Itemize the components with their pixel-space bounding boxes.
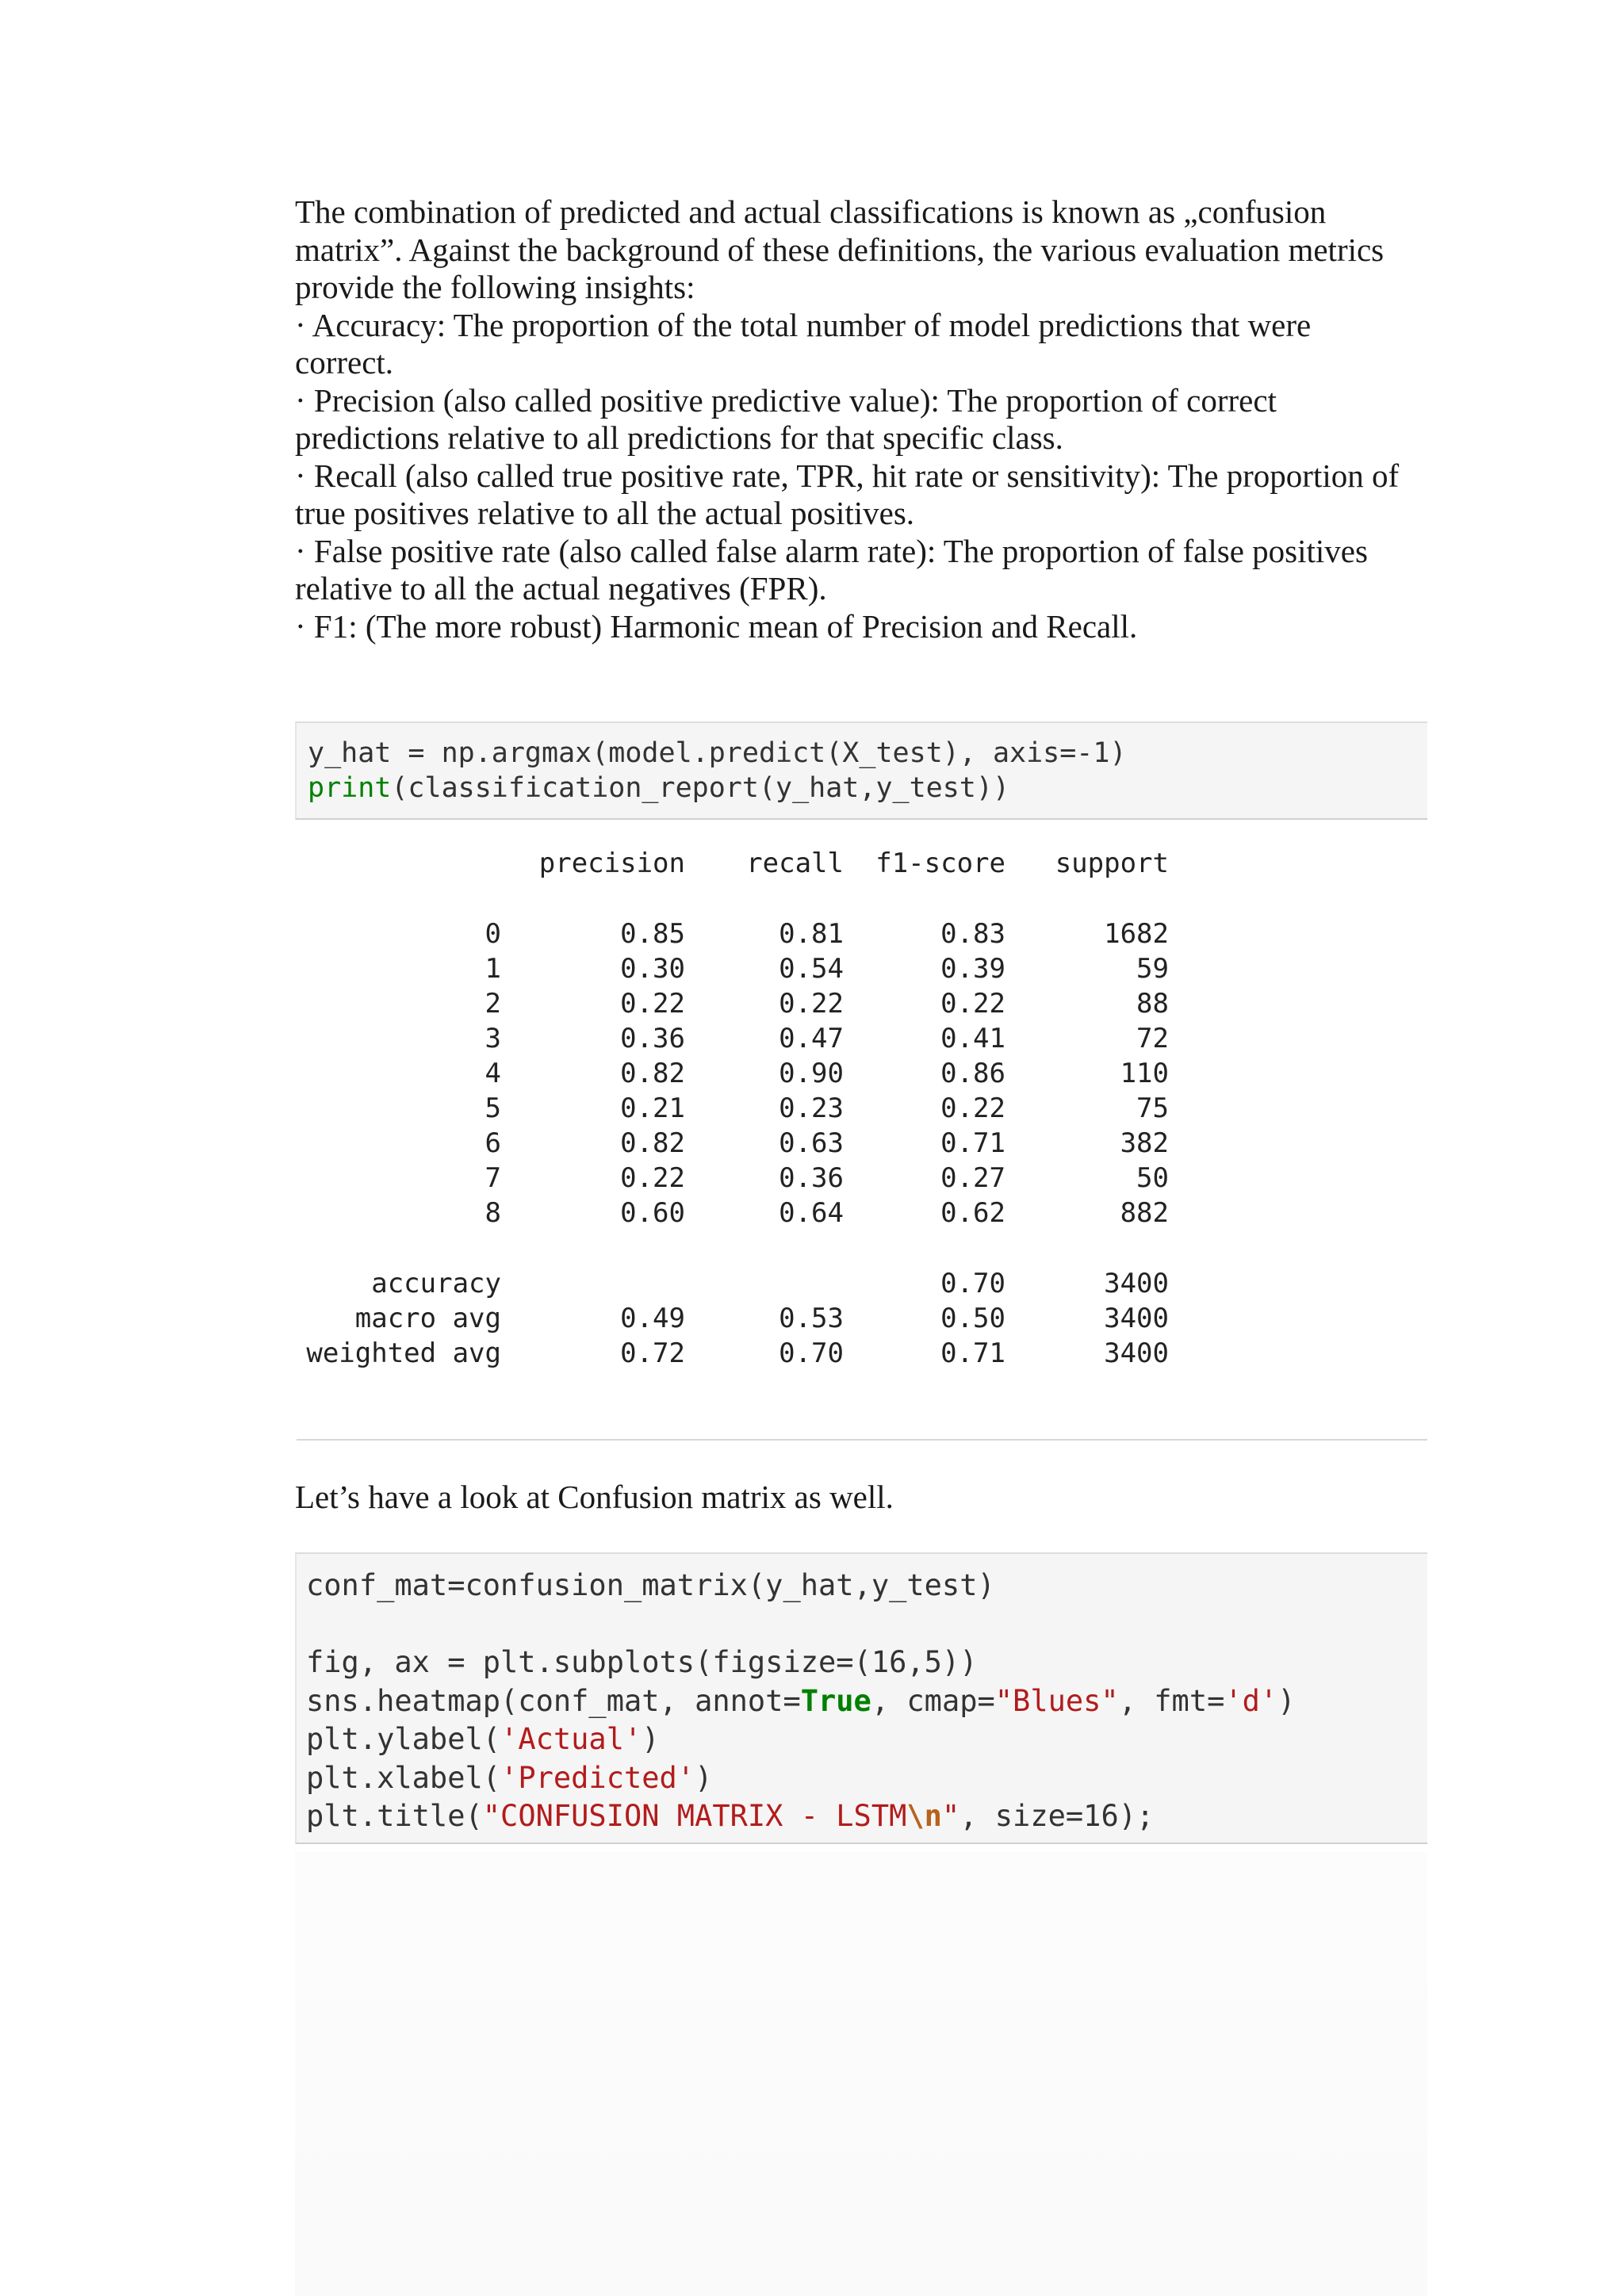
table-row bbox=[297, 1196, 1185, 1230]
classification-report-table bbox=[297, 828, 1185, 1376]
code-fragment: ) bbox=[642, 1722, 660, 1756]
table-row bbox=[297, 1021, 1185, 1056]
precision-value: 0.21 bbox=[620, 1093, 685, 1124]
header-f1-score: f1-score bbox=[875, 848, 1005, 879]
f1-value: 0.86 bbox=[940, 1058, 1005, 1089]
summary-label: accuracy bbox=[371, 1268, 501, 1299]
code-output bbox=[297, 828, 1427, 1441]
recall-value: 0.63 bbox=[779, 1127, 844, 1159]
code-fragment: ) bbox=[695, 1760, 713, 1795]
precision-value: 0.60 bbox=[620, 1197, 685, 1229]
intro-line: true positives relative to all the actual positives. bbox=[295, 495, 915, 531]
support-value: 50 bbox=[1136, 1162, 1169, 1194]
f1-value: 0.62 bbox=[940, 1197, 1005, 1229]
code-fragment: ) bbox=[1277, 1683, 1296, 1718]
summary-row-accuracy bbox=[297, 1266, 1185, 1301]
class-label: 0 bbox=[485, 918, 501, 950]
code-fragment: , cmap= bbox=[871, 1683, 995, 1718]
table-row bbox=[297, 1126, 1185, 1161]
intro-line: The combination of predicted and actual classifications is known as „confusion bbox=[295, 193, 1327, 230]
header-precision: precision bbox=[538, 848, 685, 879]
precision-value: 0.82 bbox=[620, 1127, 685, 1159]
recall-value: 0.81 bbox=[779, 918, 844, 950]
code-fragment: plt.title( bbox=[306, 1799, 483, 1833]
support-value: 75 bbox=[1136, 1093, 1169, 1124]
support-value: 3400 bbox=[1104, 1268, 1169, 1299]
f1-value: 0.41 bbox=[940, 1023, 1005, 1054]
recall-value: 0.22 bbox=[779, 988, 844, 1020]
intro-line: provide the following insights: bbox=[295, 269, 695, 305]
f1-value: 0.22 bbox=[940, 988, 1005, 1020]
code-fragment: plt.xlabel( bbox=[306, 1760, 501, 1795]
code-line bbox=[306, 1759, 1427, 1798]
code-fragment: , size=16); bbox=[959, 1799, 1155, 1833]
code-line bbox=[306, 1720, 1427, 1759]
code-line: conf_mat=confusion_matrix(y_hat,y_test) bbox=[306, 1568, 995, 1602]
support-value: 3400 bbox=[1104, 1337, 1169, 1369]
code-cell-classification-report[interactable] bbox=[295, 721, 1427, 820]
bullet-fpr: · False positive rate (also called false alarm rate): The proportion of false positives bbox=[295, 532, 1368, 569]
support-value: 72 bbox=[1136, 1023, 1169, 1054]
class-label: 2 bbox=[485, 988, 501, 1020]
string-literal: " bbox=[941, 1799, 960, 1833]
support-value: 88 bbox=[1136, 988, 1169, 1020]
output-area-empty bbox=[295, 1852, 1427, 2296]
table-row bbox=[297, 951, 1185, 986]
bullet-precision: · Precision (also called positive predictive value): The proportion of correct bbox=[295, 381, 1277, 419]
recall-value: 0.70 bbox=[779, 1337, 844, 1369]
header-recall: recall bbox=[746, 848, 844, 879]
summary-row-macro-avg bbox=[297, 1301, 1185, 1336]
summary-label: macro avg bbox=[354, 1303, 501, 1334]
intro-line: predictions relative to all predictions for that specific class. bbox=[295, 419, 1063, 456]
table-row bbox=[297, 916, 1185, 951]
precision-value: 0.82 bbox=[620, 1058, 685, 1089]
recall-value: 0.90 bbox=[779, 1058, 844, 1089]
precision-value: 0.49 bbox=[620, 1303, 685, 1334]
recall-value: 0.53 bbox=[779, 1303, 844, 1334]
table-row bbox=[297, 1161, 1185, 1196]
precision-value: 0.36 bbox=[620, 1023, 685, 1054]
bullet-recall: · Recall (also called true positive rate, TPR, hit rate or sensitivity): The proportion of bbox=[295, 457, 1400, 494]
f1-value: 0.83 bbox=[940, 918, 1005, 950]
f1-value: 0.70 bbox=[940, 1268, 1005, 1299]
string-literal: "Blues" bbox=[994, 1683, 1119, 1718]
support-value: 882 bbox=[1120, 1197, 1169, 1229]
class-label: 6 bbox=[485, 1127, 501, 1159]
code-line bbox=[306, 1682, 1427, 1721]
intro-line: matrix”. Against the background of these definitions, the various evaluation metrics bbox=[295, 231, 1385, 268]
code-cell-confusion-matrix[interactable] bbox=[295, 1552, 1427, 1844]
code-fragment: (classification_report(y_hat,y_test)) bbox=[391, 772, 1010, 804]
code-line: y_hat = np.argmax(model.predict(X_test), axis=-1) bbox=[308, 737, 1127, 769]
code-line bbox=[306, 1797, 1427, 1836]
recall-value: 0.23 bbox=[779, 1093, 844, 1124]
code-line: fig, ax = plt.subplots(figsize=(16,5)) bbox=[306, 1645, 978, 1679]
table-row bbox=[297, 1091, 1185, 1126]
f1-value: 0.22 bbox=[940, 1093, 1005, 1124]
recall-value: 0.47 bbox=[779, 1023, 844, 1054]
string-literal: 'Predicted' bbox=[500, 1760, 695, 1795]
table-row bbox=[297, 1056, 1185, 1091]
escape-sequence: \n bbox=[906, 1799, 942, 1833]
string-literal: "CONFUSION MATRIX - LSTM bbox=[482, 1799, 907, 1833]
string-literal: 'd' bbox=[1224, 1683, 1278, 1718]
precision-value: 0.85 bbox=[620, 918, 685, 950]
recall-value: 0.54 bbox=[779, 953, 844, 985]
f1-value: 0.27 bbox=[940, 1162, 1005, 1194]
intro-line: relative to all the actual negatives (FPR). bbox=[295, 570, 827, 607]
f1-value: 0.71 bbox=[940, 1337, 1005, 1369]
transition-text: Let’s have a look at Confusion matrix as well. bbox=[295, 1479, 894, 1515]
bullet-f1: · F1: (The more robust) Harmonic mean of Precision and Recall. bbox=[295, 607, 1138, 645]
precision-value: 0.30 bbox=[620, 953, 685, 985]
table-row bbox=[297, 986, 1185, 1021]
precision-value: 0.72 bbox=[620, 1337, 685, 1369]
summary-row-weighted-avg bbox=[297, 1336, 1185, 1371]
intro-line: correct. bbox=[295, 344, 394, 381]
class-label: 1 bbox=[485, 953, 501, 985]
recall-value: 0.36 bbox=[779, 1162, 844, 1194]
header-support: support bbox=[1055, 848, 1169, 879]
support-value: 382 bbox=[1120, 1127, 1169, 1159]
f1-value: 0.50 bbox=[940, 1303, 1005, 1334]
string-literal: 'Actual' bbox=[500, 1722, 642, 1756]
report-header-row bbox=[297, 846, 1185, 881]
bullet-accuracy: · Accuracy: The proportion of the total number of model predictions that were bbox=[295, 306, 1312, 343]
summary-label: weighted avg bbox=[306, 1337, 501, 1369]
code-fragment: plt.ylabel( bbox=[306, 1722, 501, 1756]
f1-value: 0.39 bbox=[940, 953, 1005, 985]
precision-value: 0.22 bbox=[620, 1162, 685, 1194]
code-line bbox=[308, 771, 1427, 806]
code-blank-line bbox=[306, 1605, 1427, 1644]
code-fragment: sns.heatmap(conf_mat, annot= bbox=[306, 1683, 801, 1718]
support-value: 110 bbox=[1120, 1058, 1169, 1089]
class-label: 4 bbox=[485, 1058, 501, 1089]
keyword-true: True bbox=[800, 1683, 871, 1718]
class-label: 8 bbox=[485, 1197, 501, 1229]
recall-value: 0.64 bbox=[779, 1197, 844, 1229]
class-label: 7 bbox=[485, 1162, 501, 1194]
code-fragment: , fmt= bbox=[1118, 1683, 1225, 1718]
support-value: 3400 bbox=[1104, 1303, 1169, 1334]
support-value: 59 bbox=[1136, 953, 1169, 985]
builtin-print: print bbox=[308, 772, 392, 804]
support-value: 1682 bbox=[1104, 918, 1169, 950]
class-label: 3 bbox=[485, 1023, 501, 1054]
precision-value: 0.22 bbox=[620, 988, 685, 1020]
class-label: 5 bbox=[485, 1093, 501, 1124]
intro-paragraph bbox=[295, 193, 1421, 645]
f1-value: 0.71 bbox=[940, 1127, 1005, 1159]
